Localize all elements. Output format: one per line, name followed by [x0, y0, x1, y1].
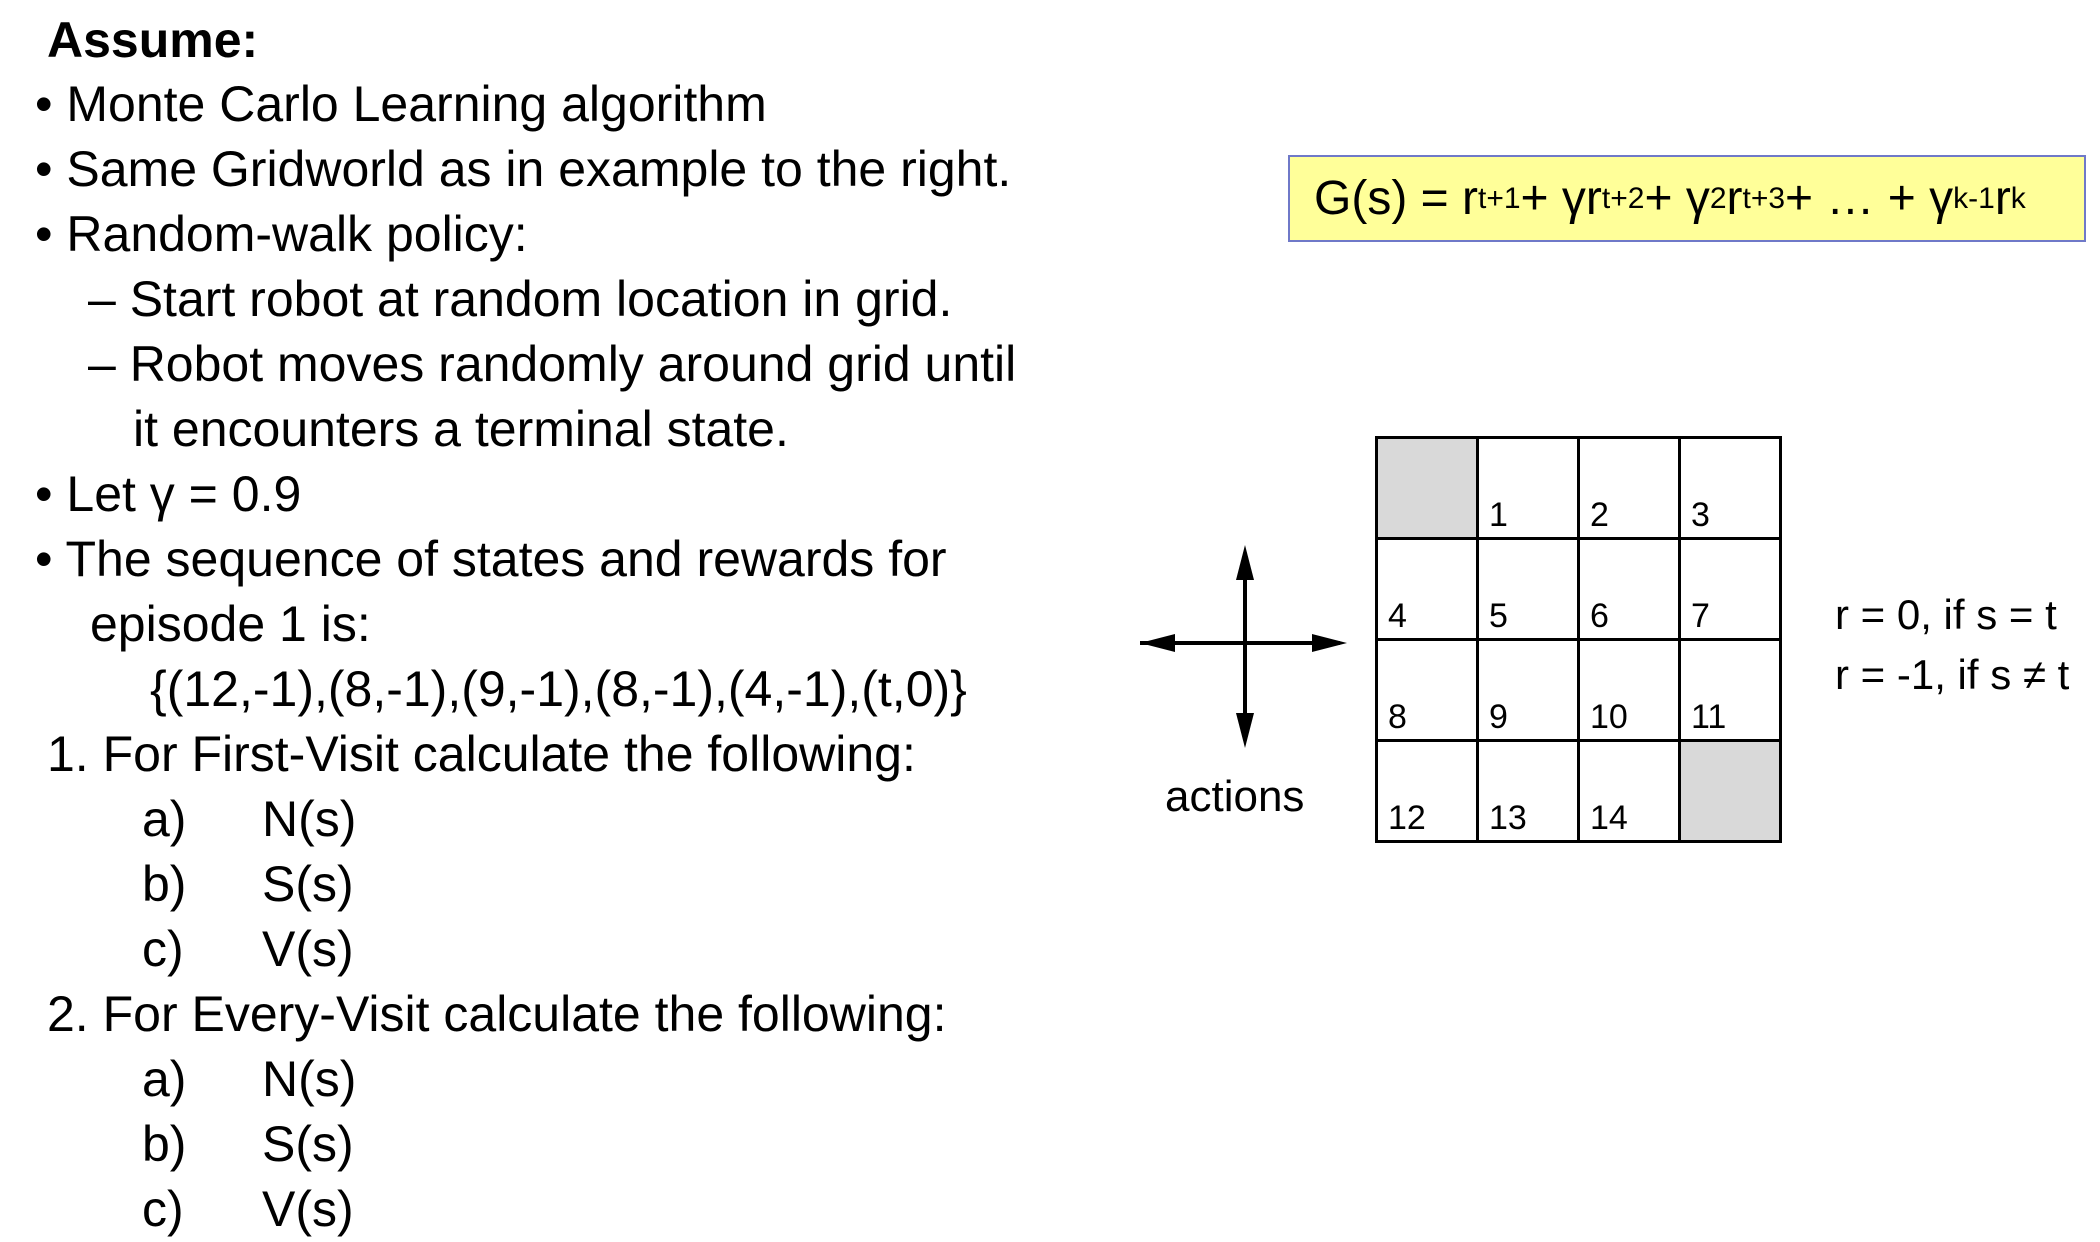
grid-cell [1377, 640, 1478, 741]
actions-arrows-icon [1135, 540, 1355, 760]
grid-cell [1478, 640, 1579, 741]
grid-cell [1478, 438, 1579, 539]
grid-cell [1579, 640, 1680, 741]
formula-sub: t+2 [1601, 181, 1645, 215]
actions-label: actions [1165, 772, 1305, 821]
cell-number: 3 [1691, 496, 1710, 534]
formula-part: + γ [1644, 172, 1710, 225]
cell-number: 10 [1590, 698, 1628, 736]
cell-number: 7 [1691, 597, 1710, 635]
grid-cell [1377, 539, 1478, 640]
cell-number: 6 [1590, 597, 1609, 635]
bullet-gamma: • Let γ = 0.9 [35, 466, 302, 522]
q2-item-c-label: c) [142, 1181, 184, 1237]
arrow-right-icon [1312, 634, 1347, 652]
cell-number: 9 [1489, 698, 1508, 736]
cell-number: 8 [1388, 698, 1407, 736]
grid-cell-terminal [1377, 438, 1478, 539]
question-first-visit: 1. For First-Visit calculate the following: [47, 726, 916, 782]
q2-item-a-text: N(s) [262, 1051, 357, 1107]
q2-item-b-label: b) [142, 1116, 187, 1172]
question-every-visit: 2. For Every-Visit calculate the following: [47, 986, 947, 1042]
formula-part: G(s) = r [1314, 172, 1478, 225]
grid-cell [1478, 539, 1579, 640]
q1-item-c-text: V(s) [262, 921, 354, 977]
bullet-random-walk: • Random-walk policy: [35, 206, 528, 262]
grid-cell [1377, 741, 1478, 842]
reward-nonterminal: r = -1, if s ≠ t [1835, 651, 2070, 698]
return-formula-box [1288, 155, 2086, 242]
cell-number: 13 [1489, 799, 1527, 837]
grid-cell [1680, 438, 1781, 539]
grid-cell [1579, 539, 1680, 640]
cell-number: 11 [1691, 698, 1727, 736]
subbullet-moves-cont: it encounters a terminal state. [133, 401, 789, 457]
gridworld [1375, 436, 1782, 843]
grid-cell [1478, 741, 1579, 842]
arrow-left-icon [1140, 634, 1175, 652]
formula-sub: k [2010, 181, 2026, 215]
bullet-sequence-cont: episode 1 is: [90, 596, 371, 652]
grid-cell [1579, 741, 1680, 842]
q2-item-b-text: S(s) [262, 1116, 354, 1172]
cell-number: 12 [1388, 799, 1426, 837]
assume-heading: Assume: [47, 12, 259, 68]
subbullet-moves: – Robot moves randomly around grid until [88, 336, 1017, 392]
cell-number: 5 [1489, 597, 1508, 635]
q2-item-a-label: a) [142, 1051, 187, 1107]
cell-number: 14 [1590, 799, 1628, 837]
cell-number: 1 [1489, 496, 1508, 534]
subbullet-start: – Start robot at random location in grid. [88, 271, 953, 327]
bullet-sequence: • The sequence of states and rewards for [35, 531, 947, 587]
arrow-down-icon [1236, 713, 1254, 748]
formula-part: r [1726, 172, 1743, 225]
cell-number: 2 [1590, 496, 1609, 534]
grid-cell-terminal [1680, 741, 1781, 842]
q2-item-c-text: V(s) [262, 1181, 354, 1237]
arrow-up-icon [1236, 545, 1254, 580]
formula-part: + γr [1520, 172, 1602, 225]
formula-sup: k-1 [1953, 181, 1995, 215]
q1-item-b-text: S(s) [262, 856, 354, 912]
episode-sequence: {(12,-1),(8,-1),(9,-1),(8,-1),(4,-1),(t,0)} [150, 661, 967, 717]
formula-sub: t+1 [1478, 181, 1521, 215]
formula-sub: t+3 [1742, 181, 1786, 215]
grid-cell [1579, 438, 1680, 539]
reward-terminal: r = 0, if s = t [1835, 591, 2057, 638]
q1-item-a-label: a) [142, 791, 187, 847]
q1-item-a-text: N(s) [262, 791, 357, 847]
grid-cell [1680, 539, 1781, 640]
cell-number: 4 [1388, 597, 1407, 635]
bullet-gridworld: • Same Gridworld as in example to the right. [35, 141, 1012, 197]
q1-item-c-label: c) [142, 921, 184, 977]
bullet-monte-carlo: • Monte Carlo Learning algorithm [35, 76, 767, 132]
reward-definition [1835, 585, 2069, 705]
formula-part: r [1994, 172, 2011, 225]
q1-item-b-label: b) [142, 856, 187, 912]
formula-sup: 2 [1709, 181, 1727, 215]
formula-part: + … + γ [1785, 172, 1954, 225]
grid-cell [1680, 640, 1781, 741]
